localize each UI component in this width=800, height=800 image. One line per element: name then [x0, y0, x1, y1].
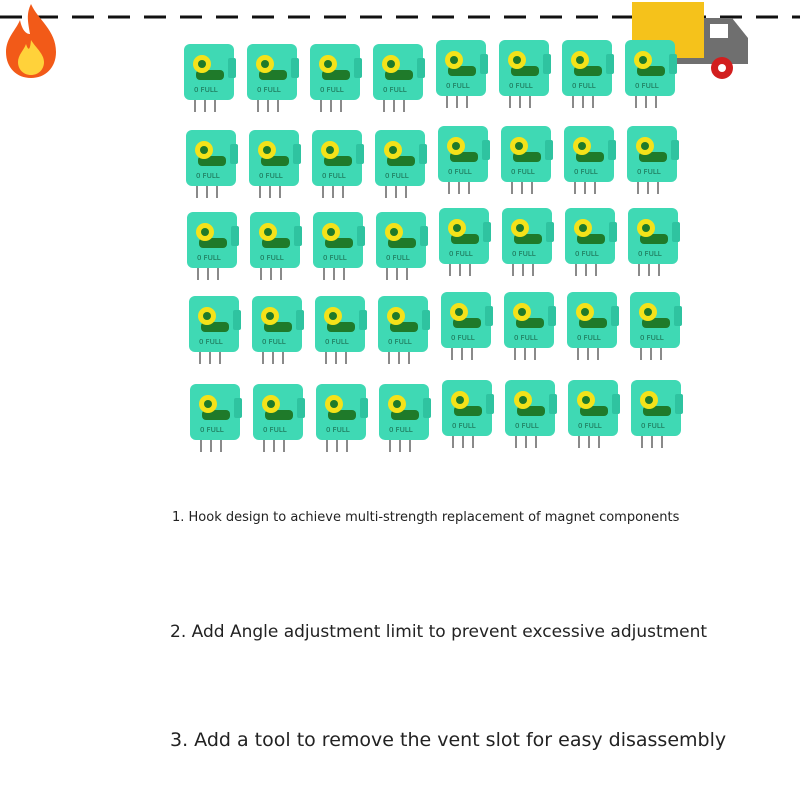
svg-text:0 FULL: 0 FULL [636, 168, 661, 176]
switch-module-icon [560, 122, 620, 202]
svg-text:0 FULL: 0 FULL [389, 426, 413, 434]
feature-caption-2: 2. Add Angle adjustment limit to prevent excessive adjustment [170, 622, 708, 642]
switch-module-icon [186, 380, 246, 460]
svg-text:0 FULL: 0 FULL [324, 338, 349, 346]
svg-text:0 FULL: 0 FULL [387, 338, 412, 346]
svg-text:0 FULL: 0 FULL [197, 254, 221, 262]
fire-icon [0, 0, 62, 82]
svg-text:0 FULL: 0 FULL [449, 250, 473, 258]
svg-text:0 FULL: 0 FULL [321, 172, 346, 180]
svg-text:0 FULL: 0 FULL [509, 82, 533, 90]
svg-text:0 FULL: 0 FULL [515, 422, 539, 430]
switch-module-icon [500, 288, 560, 368]
switch-module-icon [249, 380, 309, 460]
switch-module-icon [437, 288, 497, 368]
svg-text:0 FULL: 0 FULL [635, 82, 659, 90]
switch-module-icon [435, 204, 495, 284]
switch-module-icon [561, 204, 621, 284]
svg-text:0 FULL: 0 FULL [578, 422, 602, 430]
svg-text:0 FULL: 0 FULL [572, 82, 596, 90]
switch-module-icon [434, 122, 494, 202]
svg-text:0 FULL: 0 FULL [198, 338, 223, 346]
switch-module-icon [246, 208, 306, 288]
switch-module-icon [627, 376, 687, 456]
feature-caption-3: 3. Add a tool to remove the vent slot for easy disassembly [170, 729, 727, 751]
svg-text:0 FULL: 0 FULL [641, 422, 665, 430]
switch-module-icon [245, 126, 305, 206]
svg-text:0 FULL: 0 FULL [510, 168, 535, 176]
product-module-grid [170, 34, 690, 474]
svg-text:0 FULL: 0 FULL [200, 426, 224, 434]
switch-module-icon [308, 126, 368, 206]
switch-module-icon [180, 40, 240, 120]
svg-text:0 FULL: 0 FULL [258, 172, 283, 180]
svg-text:0 FULL: 0 FULL [576, 334, 601, 342]
svg-text:0 FULL: 0 FULL [447, 168, 472, 176]
svg-text:0 FULL: 0 FULL [263, 426, 287, 434]
switch-module-icon [183, 208, 243, 288]
switch-module-icon [371, 126, 431, 206]
switch-module-icon [558, 36, 618, 116]
switch-module-icon [501, 376, 561, 456]
svg-text:0 FULL: 0 FULL [320, 86, 344, 94]
svg-text:0 FULL: 0 FULL [261, 338, 286, 346]
switch-module-icon [623, 122, 683, 202]
svg-text:0 FULL: 0 FULL [257, 86, 281, 94]
switch-module-icon [432, 36, 492, 116]
switch-module-icon [495, 36, 555, 116]
switch-module-icon [626, 288, 686, 368]
switch-module-icon [243, 40, 303, 120]
switch-module-icon [306, 40, 366, 120]
svg-text:0 FULL: 0 FULL [194, 86, 218, 94]
switch-module-icon [185, 292, 245, 372]
svg-text:0 FULL: 0 FULL [384, 172, 409, 180]
svg-text:0 FULL: 0 FULL [450, 334, 475, 342]
switch-module-icon [248, 292, 308, 372]
svg-text:0 FULL: 0 FULL [260, 254, 284, 262]
svg-text:0 FULL: 0 FULL [383, 86, 407, 94]
switch-module-icon [375, 380, 435, 460]
svg-text:0 FULL: 0 FULL [195, 172, 220, 180]
switch-module-icon [564, 376, 624, 456]
switch-module-icon [438, 376, 498, 456]
switch-module-icon [312, 380, 372, 460]
switch-module-icon [182, 126, 242, 206]
svg-text:0 FULL: 0 FULL [512, 250, 536, 258]
svg-text:0 FULL: 0 FULL [452, 422, 476, 430]
svg-text:0 FULL: 0 FULL [446, 82, 470, 90]
svg-text:0 FULL: 0 FULL [573, 168, 598, 176]
svg-text:0 FULL: 0 FULL [639, 334, 664, 342]
switch-module-icon [498, 204, 558, 284]
switch-module-icon [563, 288, 623, 368]
svg-text:0 FULL: 0 FULL [326, 426, 350, 434]
switch-module-icon [369, 40, 429, 120]
switch-module-icon [311, 292, 371, 372]
switch-module-icon [372, 208, 432, 288]
svg-text:0 FULL: 0 FULL [323, 254, 347, 262]
switch-module-icon [309, 208, 369, 288]
feature-caption-1: 1. Hook design to achieve multi-strength replacement of magnet components [172, 510, 680, 525]
svg-text:0 FULL: 0 FULL [386, 254, 410, 262]
switch-module-icon [374, 292, 434, 372]
svg-text:0 FULL: 0 FULL [513, 334, 538, 342]
switch-module-icon [621, 36, 681, 116]
switch-module-icon [624, 204, 684, 284]
svg-text:0 FULL: 0 FULL [575, 250, 599, 258]
svg-text:0 FULL: 0 FULL [638, 250, 662, 258]
switch-module-icon [497, 122, 557, 202]
